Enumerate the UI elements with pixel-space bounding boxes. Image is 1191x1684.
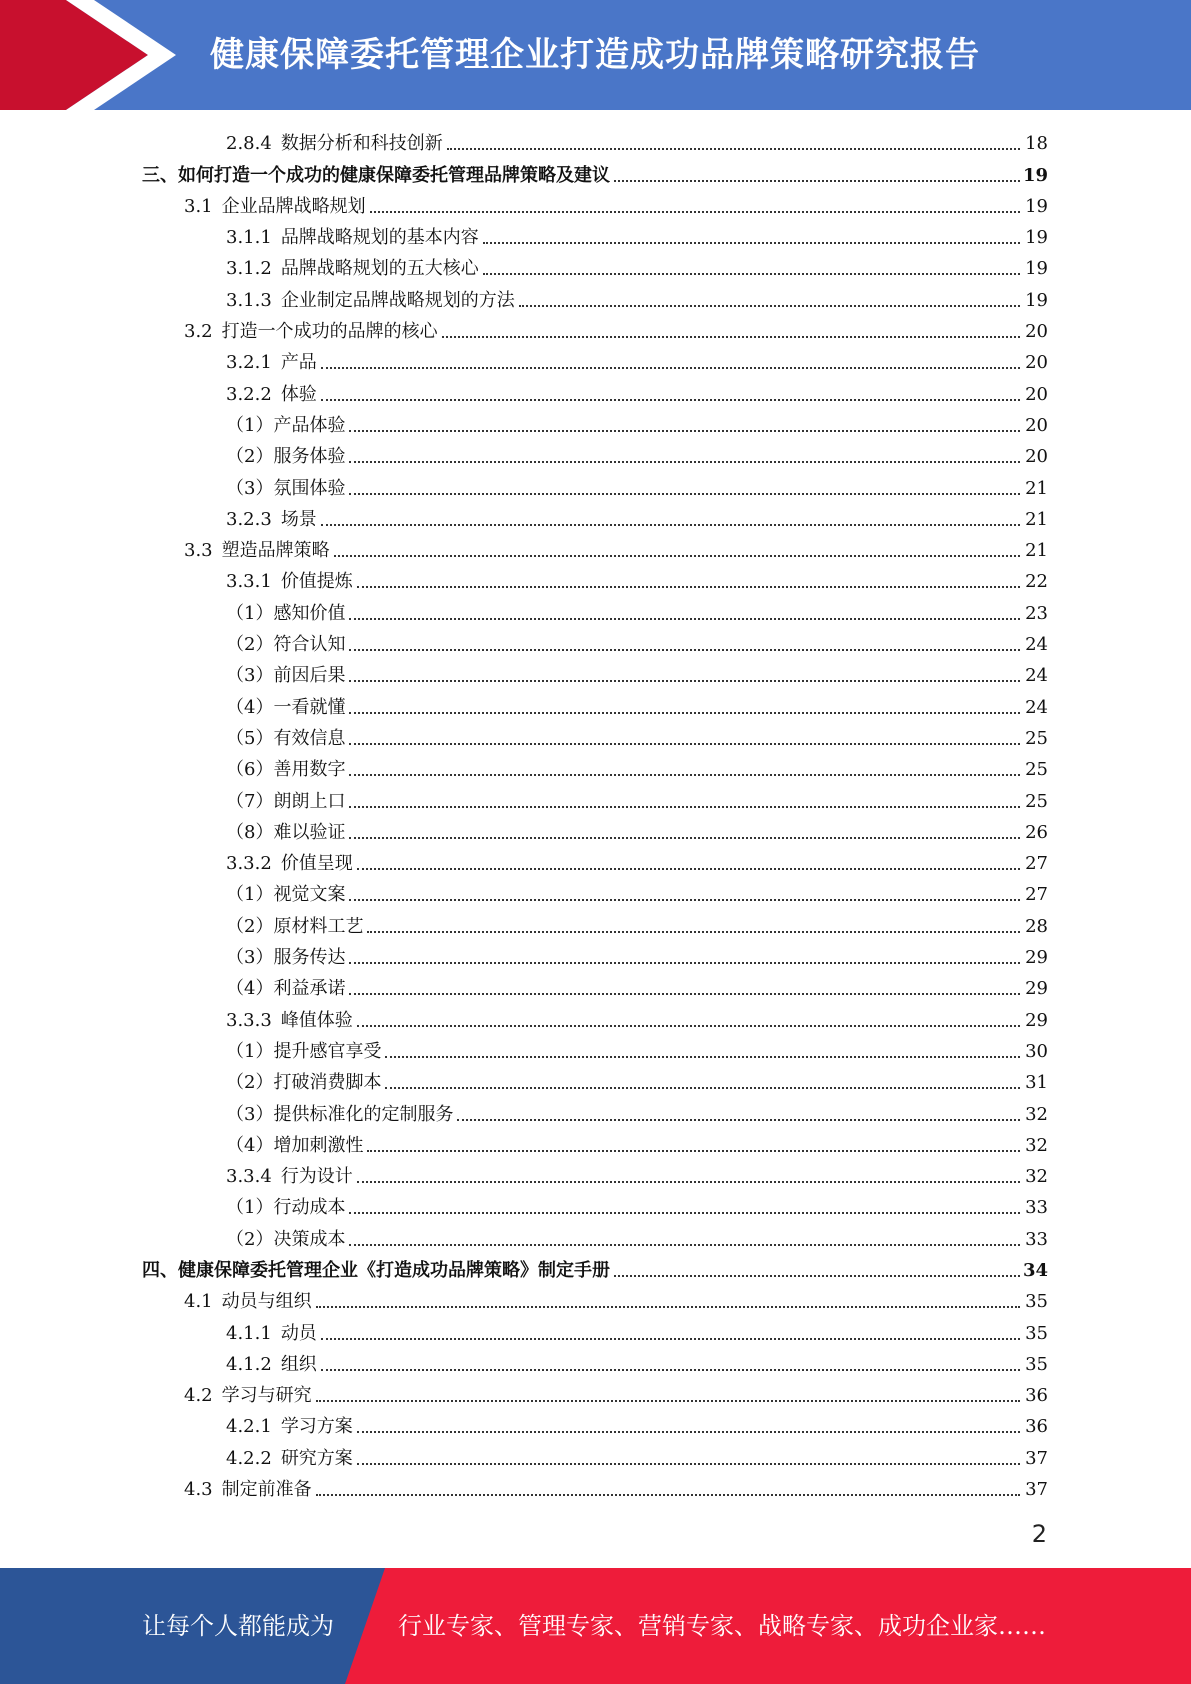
- toc-entry[interactable]: [0, 315, 1191, 346]
- toc-entry[interactable]: [0, 941, 1191, 972]
- toc-dot-leader: [349, 993, 1020, 995]
- toc-entry-page: 29: [1025, 1009, 1048, 1031]
- toc-entry-label: 企业制定品牌战略规划的方法: [280, 289, 515, 311]
- toc-dot-leader: [321, 1369, 1020, 1371]
- toc-dot-leader: [316, 1494, 1020, 1496]
- toc-entry-label: 感知价值: [273, 602, 346, 624]
- toc-dot-leader: [367, 1150, 1020, 1152]
- toc-entry-label: 数据分析和科技创新: [280, 133, 443, 155]
- toc-entry[interactable]: [0, 1410, 1191, 1441]
- toc-entry[interactable]: [0, 1316, 1191, 1347]
- toc-entry-label: 学习方案: [280, 1416, 353, 1438]
- toc-entry-label: 提升感官享受: [273, 1040, 382, 1062]
- toc-dot-leader: [349, 962, 1020, 964]
- toc-dot-leader: [349, 837, 1020, 839]
- toc-entry-number: （1）: [226, 1197, 274, 1219]
- toc-dot-leader: [385, 1056, 1020, 1058]
- toc-entry-page: 33: [1025, 1197, 1048, 1219]
- toc-entry[interactable]: [0, 471, 1191, 502]
- toc-entry-page: 23: [1025, 602, 1048, 624]
- toc-entry-number: 3.2.2: [226, 383, 272, 405]
- toc-entry-number: 3.2.1: [226, 352, 272, 374]
- toc-entry-label: 决策成本: [273, 1228, 346, 1250]
- toc-entry-page: 36: [1025, 1416, 1048, 1438]
- toc-entry-page: 32: [1025, 1134, 1048, 1156]
- footer-slogan-right: 行业专家、管理专家、营销专家、战略专家、成功企业家……: [398, 1612, 1046, 1640]
- toc-entry-label: 塑造品牌策略: [221, 540, 330, 562]
- toc-entry-page: 21: [1025, 477, 1048, 499]
- toc-dot-leader: [367, 931, 1020, 933]
- toc-entry-page: 20: [1025, 446, 1048, 468]
- toc-entry-page: 35: [1025, 1322, 1048, 1344]
- toc-entry[interactable]: [0, 784, 1191, 815]
- toc-dot-leader: [370, 211, 1020, 213]
- toc-entry-number: 3.1.1: [226, 227, 272, 249]
- toc-dot-leader: [321, 399, 1020, 401]
- toc-entry-page: 37: [1025, 1479, 1048, 1501]
- toc-entry[interactable]: [0, 972, 1191, 1003]
- toc-entry-page: 35: [1025, 1291, 1048, 1313]
- toc-entry-number: 3.3.1: [226, 571, 272, 593]
- toc-entry-page: 24: [1025, 634, 1048, 656]
- toc-entry-label: 峰值体验: [280, 1009, 353, 1031]
- toc-entry-number: （1）: [226, 602, 274, 624]
- toc-entry-number: 3.1.2: [226, 258, 272, 280]
- toc-dot-leader: [357, 1431, 1020, 1433]
- toc-dot-leader: [349, 1212, 1020, 1214]
- toc-dot-leader: [457, 1119, 1020, 1121]
- toc-entry-label: 善用数字: [273, 759, 346, 781]
- toc-entry-label: 打造一个成功的品牌的核心: [221, 321, 438, 343]
- toc-entry-page: 33: [1025, 1228, 1048, 1250]
- toc-entry[interactable]: [0, 409, 1191, 440]
- toc-entry-label: 提供标准化的定制服务: [273, 1103, 454, 1125]
- toc-entry-page: 29: [1025, 978, 1048, 1000]
- toc-dot-leader: [349, 680, 1020, 682]
- header-title: 健康保障委托管理企业打造成功品牌策略研究报告: [210, 35, 980, 75]
- toc-entry[interactable]: [0, 190, 1191, 221]
- toc-entry-number: （4）: [226, 696, 274, 718]
- toc-entry[interactable]: [0, 127, 1191, 158]
- toc-entry-number: 3.2: [184, 321, 213, 343]
- toc-entry-label: 组织: [280, 1353, 317, 1375]
- toc-entry-number: （8）: [226, 821, 274, 843]
- toc-dot-leader: [385, 1087, 1020, 1089]
- toc-entry-page: 35: [1025, 1353, 1048, 1375]
- toc-entry-page: 27: [1025, 884, 1048, 906]
- toc-entry-number: 3.3.4: [226, 1166, 272, 1188]
- toc-entry[interactable]: [0, 753, 1191, 784]
- toc-entry-page: 22: [1025, 571, 1048, 593]
- toc-entry[interactable]: [0, 628, 1191, 659]
- toc-entry-label: 视觉文案: [273, 884, 346, 906]
- page-header: [0, 0, 1191, 110]
- toc-entry-label: 前因后果: [273, 665, 346, 687]
- toc-entry-label: 符合认知: [273, 634, 346, 656]
- toc-dot-leader: [316, 1306, 1020, 1308]
- toc-entry-page: 19: [1025, 258, 1048, 280]
- toc-entry-page: 30: [1025, 1040, 1048, 1062]
- toc-entry-label: 行为设计: [280, 1166, 353, 1188]
- toc-dot-leader: [349, 493, 1020, 495]
- toc-entry[interactable]: [0, 847, 1191, 878]
- toc-entry-number: 4.1.1: [226, 1322, 272, 1344]
- toc-entry-number: （2）: [226, 634, 274, 656]
- toc-entry-label: 动员与组织: [221, 1291, 312, 1313]
- toc-entry-label: 制定前准备: [221, 1479, 312, 1501]
- toc-dot-leader: [357, 586, 1020, 588]
- toc-entry-number: （7）: [226, 790, 274, 812]
- toc-entry-number: （3）: [226, 665, 274, 687]
- toc-dot-leader: [349, 899, 1020, 901]
- toc-entry-label: 品牌战略规划的基本内容: [280, 227, 479, 249]
- page-number: 2: [1031, 1520, 1047, 1548]
- toc-entry-number: 4.1: [184, 1291, 213, 1313]
- toc-entry-page: 32: [1025, 1103, 1048, 1125]
- toc-entry-number: （2）: [226, 1228, 274, 1250]
- toc-entry-page: 24: [1025, 665, 1048, 687]
- toc-entry[interactable]: [0, 503, 1191, 534]
- toc-entry-number: （2）: [226, 1072, 274, 1094]
- table-of-contents: [0, 127, 1191, 1504]
- toc-entry-number: 4.1.2: [226, 1353, 272, 1375]
- toc-dot-leader: [321, 524, 1020, 526]
- toc-entry[interactable]: [0, 346, 1191, 377]
- toc-entry-number: （4）: [226, 1134, 274, 1156]
- toc-entry-page: 25: [1025, 727, 1048, 749]
- toc-entry-number: （1）: [226, 884, 274, 906]
- toc-entry[interactable]: [0, 1097, 1191, 1128]
- toc-dot-leader: [519, 305, 1020, 307]
- toc-entry-number: （3）: [226, 947, 274, 969]
- toc-entry-label: 难以验证: [273, 821, 346, 843]
- toc-entry[interactable]: [0, 1473, 1191, 1504]
- toc-dot-leader: [483, 273, 1020, 275]
- toc-entry[interactable]: [0, 1348, 1191, 1379]
- toc-entry-label: 服务体验: [273, 446, 346, 468]
- toc-entry-number: 3.3.2: [226, 853, 272, 875]
- toc-entry[interactable]: [0, 565, 1191, 596]
- toc-entry[interactable]: [0, 1285, 1191, 1316]
- toc-entry[interactable]: [0, 440, 1191, 471]
- toc-entry[interactable]: [0, 1003, 1191, 1034]
- toc-entry-label: 价值提炼: [280, 571, 353, 593]
- toc-entry-number: 3.1.3: [226, 289, 272, 311]
- toc-entry-label: 研究方案: [280, 1447, 353, 1469]
- toc-entry[interactable]: [0, 1066, 1191, 1097]
- toc-entry-number: （1）: [226, 1040, 274, 1062]
- toc-entry-page: 25: [1025, 759, 1048, 781]
- toc-entry-page: 26: [1025, 821, 1048, 843]
- toc-dot-leader: [321, 367, 1020, 369]
- toc-entry-label: 产品体验: [273, 414, 346, 436]
- toc-dot-leader: [483, 242, 1020, 244]
- toc-entry-page: 34: [1022, 1259, 1048, 1281]
- toc-dot-leader: [447, 148, 1020, 150]
- toc-entry-number: 2.8.4: [226, 133, 272, 155]
- toc-entry[interactable]: [0, 1254, 1191, 1285]
- toc-entry-number: 3.2.3: [226, 508, 272, 530]
- toc-entry[interactable]: [0, 1035, 1191, 1066]
- toc-entry-label: 有效信息: [273, 727, 346, 749]
- toc-entry[interactable]: [0, 158, 1191, 189]
- toc-entry-number: 4.2: [184, 1385, 213, 1407]
- toc-entry-page: 18: [1025, 133, 1048, 155]
- toc-entry-number: （3）: [226, 1103, 274, 1125]
- toc-dot-leader: [349, 1244, 1020, 1246]
- toc-dot-leader: [357, 868, 1020, 870]
- toc-entry[interactable]: [0, 1441, 1191, 1472]
- toc-entry-page: 19: [1025, 289, 1048, 311]
- toc-entry-number: （1）: [226, 414, 274, 436]
- toc-entry[interactable]: [0, 722, 1191, 753]
- toc-entry-number: （2）: [226, 915, 274, 937]
- toc-entry-number: 4.2.1: [226, 1416, 272, 1438]
- toc-dot-leader: [349, 806, 1020, 808]
- toc-entry-page: 20: [1025, 321, 1048, 343]
- toc-entry-page: 29: [1025, 947, 1048, 969]
- toc-dot-leader: [349, 461, 1020, 463]
- toc-entry-number: 4.3: [184, 1479, 213, 1501]
- toc-entry-label: 利益承诺: [273, 978, 346, 1000]
- toc-entry[interactable]: [0, 596, 1191, 627]
- toc-entry-label: 氛围体验: [273, 477, 346, 499]
- toc-entry-page: 21: [1025, 540, 1048, 562]
- toc-entry-label: 学习与研究: [221, 1385, 312, 1407]
- toc-entry-number: 3.3: [184, 540, 213, 562]
- toc-dot-leader: [349, 430, 1020, 432]
- toc-entry[interactable]: [0, 878, 1191, 909]
- toc-entry-label: 四、健康保障委托管理企业《打造成功品牌策略》制定手册: [142, 1259, 610, 1281]
- toc-entry-label: 动员: [280, 1322, 317, 1344]
- toc-entry-label: 体验: [280, 383, 317, 405]
- toc-entry[interactable]: [0, 534, 1191, 565]
- toc-entry-number: （4）: [226, 978, 274, 1000]
- toc-entry[interactable]: [0, 690, 1191, 721]
- toc-entry[interactable]: [0, 1160, 1191, 1191]
- toc-entry-page: 20: [1025, 414, 1048, 436]
- toc-entry-label: 产品: [280, 352, 317, 374]
- toc-entry[interactable]: [0, 1379, 1191, 1410]
- toc-entry-number: （6）: [226, 759, 274, 781]
- toc-dot-leader: [357, 1463, 1020, 1465]
- toc-dot-leader: [357, 1181, 1020, 1183]
- toc-entry[interactable]: [0, 1222, 1191, 1253]
- toc-entry-label: 原材料工艺: [273, 915, 364, 937]
- toc-entry-page: 20: [1025, 383, 1048, 405]
- toc-entry-page: 32: [1025, 1166, 1048, 1188]
- toc-entry[interactable]: [0, 252, 1191, 283]
- toc-entry[interactable]: [0, 909, 1191, 940]
- toc-entry[interactable]: [0, 816, 1191, 847]
- toc-entry-label: 行动成本: [273, 1197, 346, 1219]
- toc-dot-leader: [349, 649, 1020, 651]
- toc-entry-page: 19: [1022, 164, 1048, 186]
- toc-entry-label: 场景: [280, 508, 317, 530]
- toc-entry-page: 28: [1025, 915, 1048, 937]
- toc-entry[interactable]: [0, 659, 1191, 690]
- toc-entry[interactable]: [0, 221, 1191, 252]
- toc-entry-page: 37: [1025, 1447, 1048, 1469]
- toc-dot-leader: [442, 336, 1020, 338]
- toc-dot-leader: [349, 774, 1020, 776]
- toc-dot-leader: [614, 180, 1020, 182]
- toc-dot-leader: [614, 1275, 1020, 1277]
- toc-entry-label: 服务传达: [273, 947, 346, 969]
- toc-entry-page: 20: [1025, 352, 1048, 374]
- toc-dot-leader: [334, 555, 1020, 557]
- toc-entry-page: 21: [1025, 508, 1048, 530]
- toc-entry-page: 19: [1025, 195, 1048, 217]
- toc-dot-leader: [316, 1400, 1020, 1402]
- toc-entry[interactable]: [0, 1129, 1191, 1160]
- toc-entry[interactable]: [0, 283, 1191, 314]
- toc-entry-label: 增加刺激性: [273, 1134, 364, 1156]
- toc-entry-label: 三、如何打造一个成功的健康保障委托管理品牌策略及建议: [142, 164, 610, 186]
- toc-dot-leader: [349, 712, 1020, 714]
- toc-entry-page: 31: [1025, 1072, 1048, 1094]
- toc-dot-leader: [349, 618, 1020, 620]
- toc-entry-page: 19: [1025, 227, 1048, 249]
- toc-entry-number: 3.1: [184, 195, 213, 217]
- page-footer: [0, 1568, 1191, 1684]
- toc-dot-leader: [357, 1025, 1020, 1027]
- toc-entry-label: 价值呈现: [280, 853, 353, 875]
- toc-entry-page: 27: [1025, 853, 1048, 875]
- toc-entry-number: （5）: [226, 727, 274, 749]
- toc-entry-label: 朗朗上口: [273, 790, 346, 812]
- toc-entry-page: 25: [1025, 790, 1048, 812]
- toc-dot-leader: [321, 1338, 1020, 1340]
- toc-entry-label: 品牌战略规划的五大核心: [280, 258, 479, 280]
- toc-entry[interactable]: [0, 377, 1191, 408]
- toc-entry-number: （2）: [226, 446, 274, 468]
- toc-entry-number: （3）: [226, 477, 274, 499]
- toc-entry-page: 36: [1025, 1385, 1048, 1407]
- toc-entry-page: 24: [1025, 696, 1048, 718]
- toc-entry-label: 一看就懂: [273, 696, 346, 718]
- footer-slogan-left: 让每个人都能成为: [142, 1612, 334, 1640]
- toc-dot-leader: [349, 743, 1020, 745]
- toc-entry-label: 企业品牌战略规划: [221, 195, 366, 217]
- toc-entry-number: 4.2.2: [226, 1447, 272, 1469]
- toc-entry[interactable]: [0, 1191, 1191, 1222]
- toc-entry-label: 打破消费脚本: [273, 1072, 382, 1094]
- toc-entry-number: 3.3.3: [226, 1009, 272, 1031]
